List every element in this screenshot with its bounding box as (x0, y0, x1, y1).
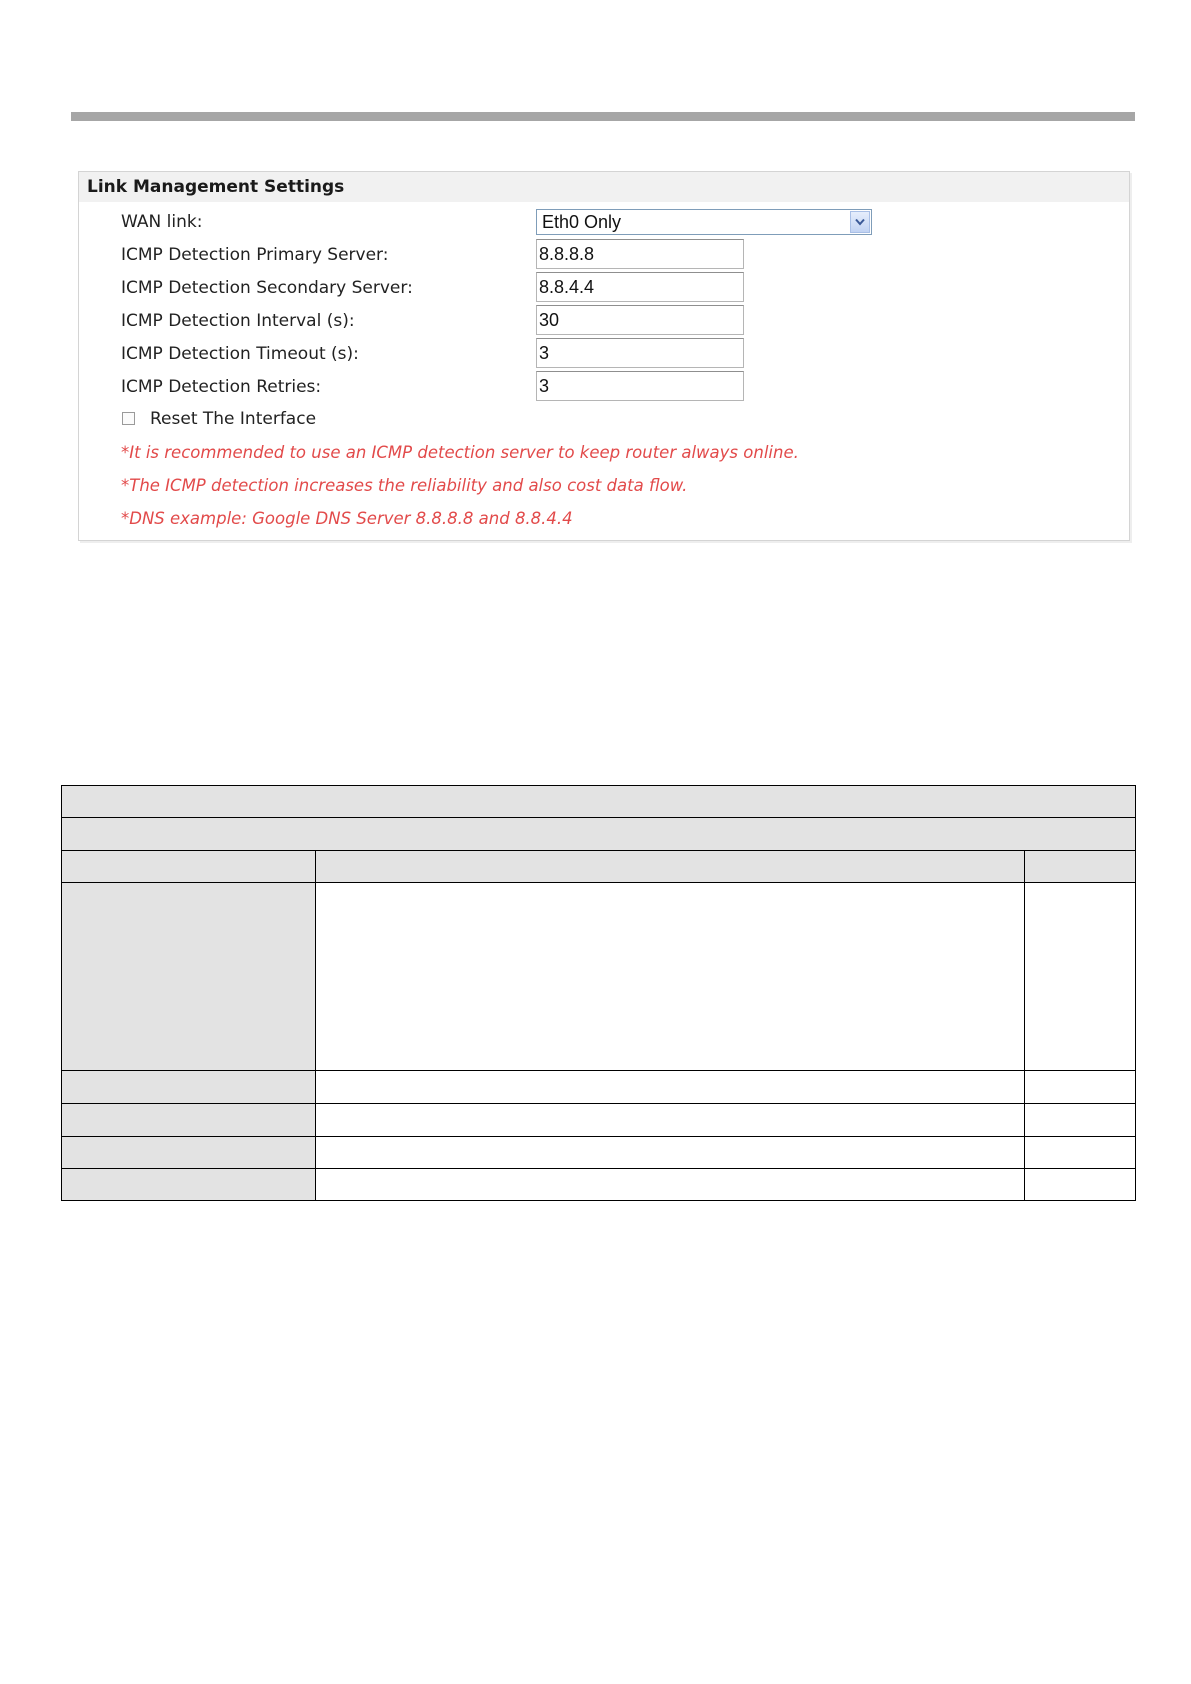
top-divider (71, 112, 1135, 121)
table-row-label-cell (62, 1137, 316, 1169)
table-header-cell (1025, 851, 1136, 883)
primary-server-input[interactable] (536, 239, 744, 269)
table-row-label-cell (62, 1169, 316, 1201)
table-row (62, 1071, 1136, 1104)
table-row-label-cell (62, 1071, 316, 1104)
reset-interface-checkbox[interactable] (122, 412, 135, 425)
table-title-row (62, 786, 1136, 818)
secondary-server-input[interactable] (536, 272, 744, 302)
table-row (62, 883, 1136, 1071)
chevron-down-icon[interactable] (850, 211, 870, 233)
table-cell (316, 1169, 1025, 1201)
table-cell (316, 883, 1025, 1071)
table-header-cell (316, 851, 1025, 883)
retries-input[interactable] (536, 371, 744, 401)
table-cell (316, 1071, 1025, 1104)
table-subtitle-cell (62, 818, 1136, 851)
primary-server-label: ICMP Detection Primary Server: (121, 245, 389, 265)
panel-title: Link Management Settings (87, 177, 345, 197)
table-cell (1025, 1169, 1136, 1201)
interval-label: ICMP Detection Interval (s): (121, 311, 355, 331)
reset-interface-label: Reset The Interface (150, 409, 317, 429)
table-row (62, 1137, 1136, 1169)
table-cell (1025, 1071, 1136, 1104)
retries-label: ICMP Detection Retries: (121, 377, 322, 397)
table-cell (1025, 883, 1136, 1071)
note-reliability: *The ICMP detection increases the reliability and also cost data flow. (121, 476, 688, 495)
table-row-label-cell (62, 1104, 316, 1137)
link-management-panel (78, 171, 1130, 541)
table-subtitle-row (62, 818, 1136, 851)
note-recommendation: *It is recommended to use an ICMP detection server to keep router always online. (121, 443, 799, 462)
interval-input[interactable] (536, 305, 744, 335)
table-cell (1025, 1104, 1136, 1137)
table-header-cell (62, 851, 316, 883)
blank-table (61, 785, 1136, 1201)
timeout-input[interactable] (536, 338, 744, 368)
wan-link-select[interactable] (536, 209, 872, 235)
note-dns-example: *DNS example: Google DNS Server 8.8.8.8 and 8.8.4.4 (121, 509, 573, 528)
table-row (62, 1169, 1136, 1201)
table-cell (316, 1137, 1025, 1169)
wan-link-select-value: Eth0 Only (542, 212, 622, 232)
table-row-label-cell (62, 883, 316, 1071)
secondary-server-label: ICMP Detection Secondary Server: (121, 278, 413, 298)
table-header-row (62, 851, 1136, 883)
table-row (62, 1104, 1136, 1137)
wan-link-label: WAN link: (121, 212, 203, 232)
table-cell (1025, 1137, 1136, 1169)
panel-header (79, 172, 1129, 202)
timeout-label: ICMP Detection Timeout (s): (121, 344, 359, 364)
table-cell (316, 1104, 1025, 1137)
table-title-cell (62, 786, 1136, 818)
